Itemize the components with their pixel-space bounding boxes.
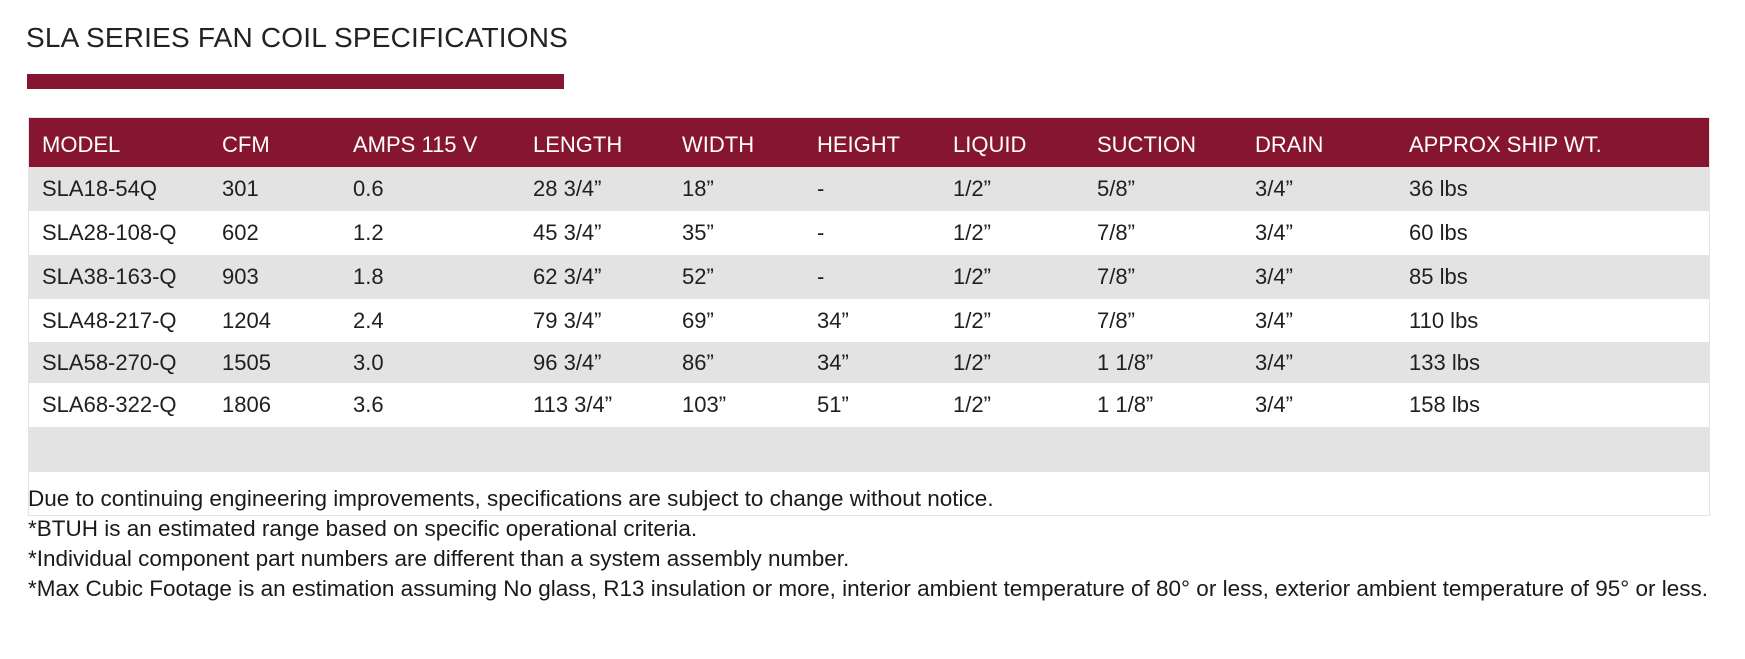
cell-width: 86” <box>682 349 714 375</box>
specifications-table <box>28 117 1710 516</box>
cell-length: 45 3/4” <box>533 220 602 245</box>
table-row <box>29 211 1709 255</box>
cell-width: 69” <box>682 307 714 333</box>
cell-suction: 1 1/8” <box>1097 349 1154 375</box>
cell-length: 62 3/4” <box>533 264 602 289</box>
header-height: HEIGHT <box>817 131 901 157</box>
cell-cfm: 602 <box>222 220 259 245</box>
cell-length: 113 3/4” <box>533 392 613 417</box>
table-empty-row <box>29 427 1709 472</box>
table-row <box>29 167 1709 211</box>
cell-length: 28 3/4” <box>533 176 602 201</box>
page-title: SLA SERIES FAN COIL SPECIFICATIONS <box>26 22 569 53</box>
cell-model: SLA48-217-Q <box>42 307 177 333</box>
header-liquid: LIQUID <box>953 131 1027 157</box>
cell-cfm: 301 <box>222 176 259 201</box>
cell-drain: 3/4” <box>1255 176 1293 201</box>
cell-width: 52” <box>682 264 714 289</box>
cell-amps: 2.4 <box>353 307 384 333</box>
table-row <box>29 255 1709 299</box>
cell-height: - <box>817 176 825 201</box>
table-header-row <box>29 118 1709 167</box>
cell-suction: 5/8” <box>1097 176 1135 201</box>
note-part-numbers: *Individual component part numbers are different than a system assembly number. <box>28 546 850 571</box>
note-cubic-footage: *Max Cubic Footage is an estimation assuming No glass, R13 insulation or more, interior ambient temperature of 80° or less, exterior ambient temperature of 95° or less. <box>28 576 1709 601</box>
header-cfm: CFM <box>222 131 270 157</box>
header-amps: AMPS 115 V <box>353 131 478 157</box>
cell-cfm: 1505 <box>222 349 271 375</box>
cell-liquid: 1/2” <box>953 392 991 417</box>
cell-width: 18” <box>682 176 714 201</box>
table-row <box>29 342 1709 383</box>
cell-drain: 3/4” <box>1255 264 1293 289</box>
cell-width: 35” <box>682 220 714 245</box>
cell-model: SLA68-322-Q <box>42 392 177 417</box>
cell-ship-wt: 60 lbs <box>1409 220 1468 245</box>
table-row <box>29 383 1709 427</box>
cell-ship-wt: 133 lbs <box>1409 349 1480 375</box>
header-suction: SUCTION <box>1097 131 1196 157</box>
cell-liquid: 1/2” <box>953 220 991 245</box>
cell-height: 51” <box>817 392 849 417</box>
header-length: LENGTH <box>533 131 623 157</box>
header-drain: DRAIN <box>1255 131 1324 157</box>
cell-amps: 1.2 <box>353 220 384 245</box>
cell-suction: 7/8” <box>1097 220 1135 245</box>
note-btuh: *BTUH is an estimated range based on specific operational criteria. <box>28 516 698 541</box>
cell-ship-wt: 36 lbs <box>1409 176 1468 201</box>
cell-drain: 3/4” <box>1255 307 1293 333</box>
cell-cfm: 903 <box>222 264 259 289</box>
cell-height: 34” <box>817 349 849 375</box>
cell-liquid: 1/2” <box>953 307 991 333</box>
cell-model: SLA58-270-Q <box>42 349 177 375</box>
cell-amps: 3.6 <box>353 392 384 417</box>
cell-liquid: 1/2” <box>953 349 991 375</box>
cell-ship-wt: 110 lbs <box>1409 307 1479 333</box>
cell-model: SLA18-54Q <box>42 176 157 201</box>
cell-height: - <box>817 264 825 289</box>
cell-suction: 1 1/8” <box>1097 392 1154 417</box>
cell-width: 103” <box>682 392 727 417</box>
footnotes <box>28 484 1728 604</box>
cell-amps: 3.0 <box>353 349 384 375</box>
cell-liquid: 1/2” <box>953 176 991 201</box>
cell-liquid: 1/2” <box>953 264 991 289</box>
header-model: MODEL <box>42 131 121 157</box>
cell-cfm: 1204 <box>222 307 271 333</box>
cell-ship-wt: 85 lbs <box>1409 264 1468 289</box>
cell-amps: 1.8 <box>353 264 384 289</box>
cell-length: 96 3/4” <box>533 349 602 375</box>
cell-model: SLA28-108-Q <box>42 220 177 245</box>
cell-length: 79 3/4” <box>533 307 602 333</box>
cell-drain: 3/4” <box>1255 220 1293 245</box>
cell-ship-wt: 158 lbs <box>1409 392 1480 417</box>
cell-drain: 3/4” <box>1255 349 1293 375</box>
cell-cfm: 1806 <box>222 392 271 417</box>
cell-height: - <box>817 220 825 245</box>
cell-model: SLA38-163-Q <box>42 264 177 289</box>
note-disclaimer: Due to continuing engineering improvements, specifications are subject to change without notice. <box>28 486 994 511</box>
cell-height: 34” <box>817 307 849 333</box>
header-width: WIDTH <box>682 131 755 157</box>
cell-suction: 7/8” <box>1097 264 1135 289</box>
cell-amps: 0.6 <box>353 176 384 201</box>
title-underline-bar <box>27 74 564 89</box>
cell-suction: 7/8” <box>1097 307 1135 333</box>
cell-drain: 3/4” <box>1255 392 1293 417</box>
table-row <box>29 299 1709 342</box>
header-ship-wt: APPROX SHIP WT. <box>1409 131 1602 157</box>
